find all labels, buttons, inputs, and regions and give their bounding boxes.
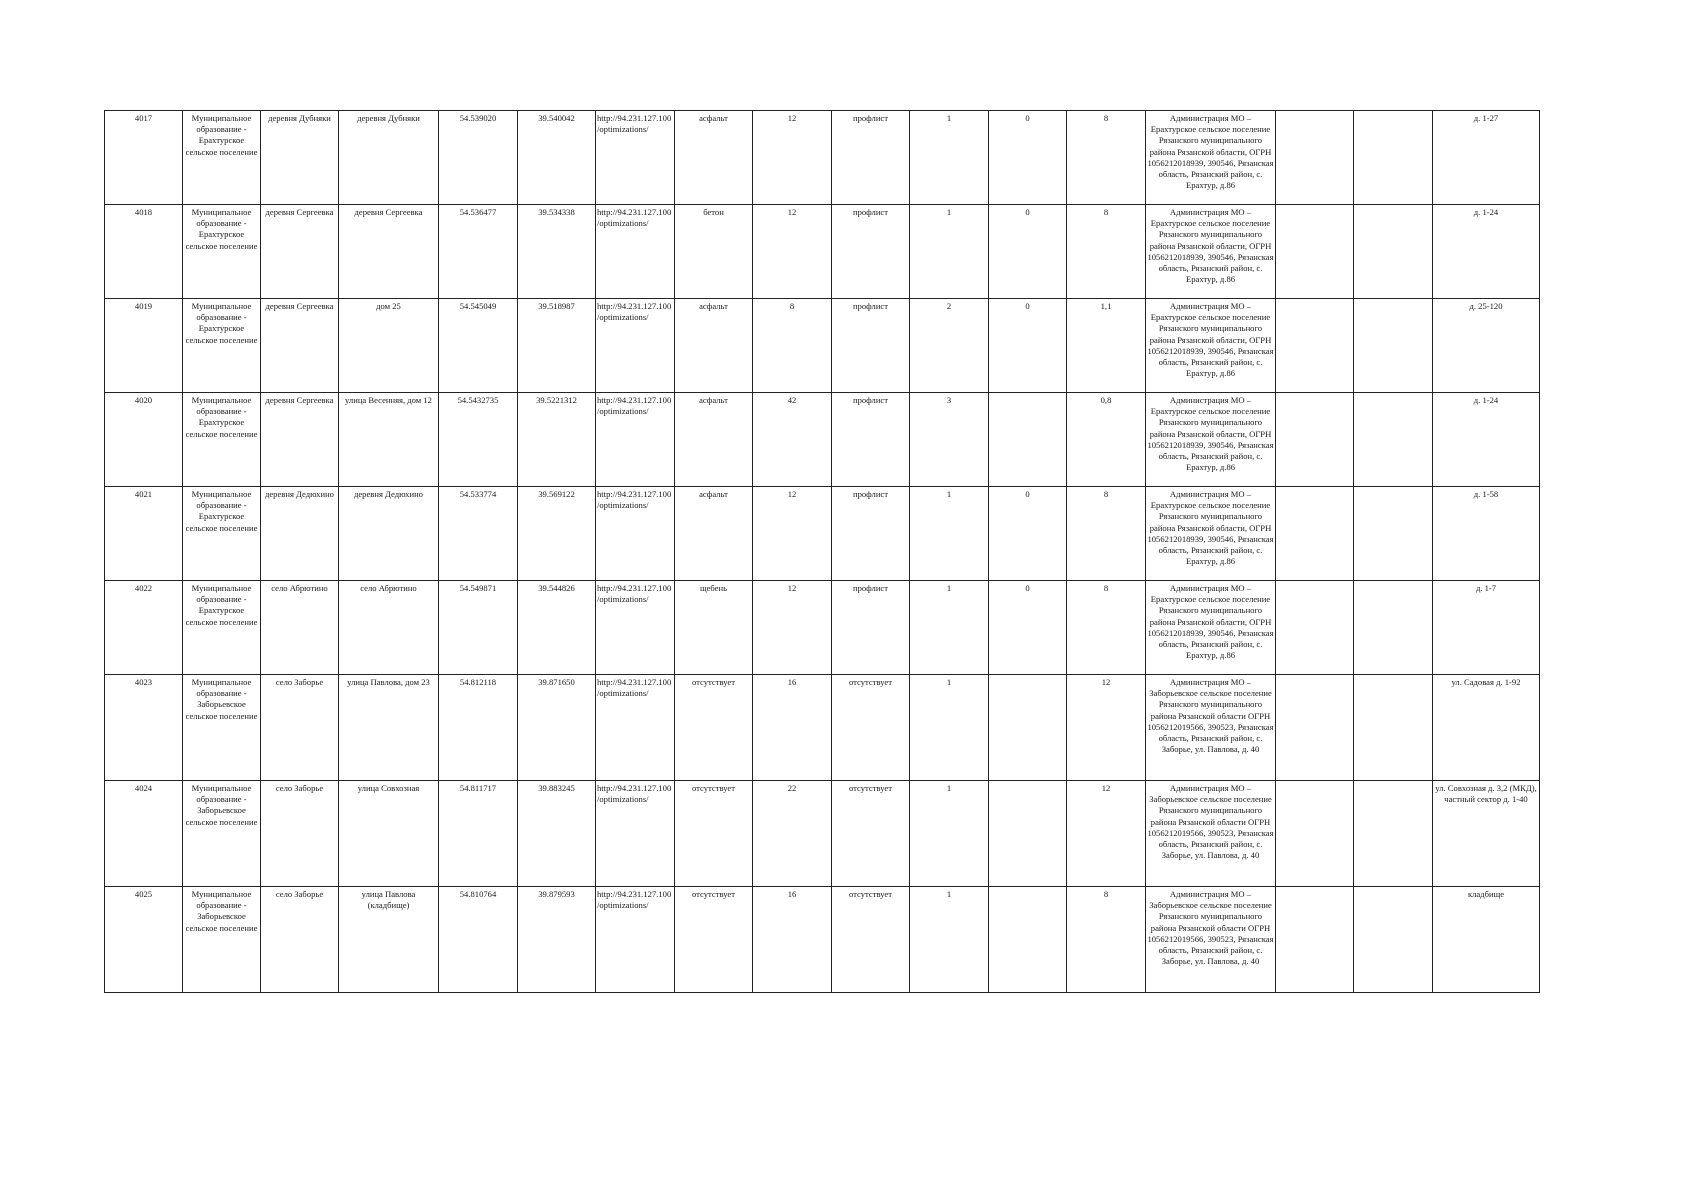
cell-extra-1 <box>1276 887 1354 993</box>
cell-containers-planned: 0 <box>989 111 1067 205</box>
cell-waste-sources: д. 25-120 <box>1433 299 1540 393</box>
cell-extra-2 <box>1354 487 1433 581</box>
cell-area: 12 <box>753 487 832 581</box>
cell-map-link[interactable]: http://94.231.127.100/optimizations/ <box>596 393 675 487</box>
cell-containers: 1 <box>910 581 989 675</box>
cell-owner: Администрация МО – Заборьевское сельское поселение Рязанского муниципального района Рязанской области ОГРН 1056212019566, 390523, Рязанская область, Рязанский район, с. Заборье, ул. Павлова, д. 40 <box>1146 781 1276 887</box>
cell-settlement: деревня Дедюхино <box>261 487 339 581</box>
cell-waste-sources: ул. Садовая д. 1-92 <box>1433 675 1540 781</box>
cell-latitude: 54.811717 <box>439 781 518 887</box>
cell-surface: щебень <box>675 581 753 675</box>
cell-containers: 2 <box>910 299 989 393</box>
cell-longitude: 39.534338 <box>518 205 596 299</box>
cell-municipality: Муниципальное образование - Заборьевское сельское поселение <box>183 887 261 993</box>
cell-municipality: Муниципальное образование - Ерахтурское сельское поселение <box>183 299 261 393</box>
cell-containers: 3 <box>910 393 989 487</box>
cell-longitude: 39.544826 <box>518 581 596 675</box>
cell-surface: бетон <box>675 205 753 299</box>
cell-extra-1 <box>1276 299 1354 393</box>
cell-containers-planned <box>989 675 1067 781</box>
cell-map-link[interactable]: http://94.231.127.100/optimizations/ <box>596 887 675 993</box>
cell-owner: Администрация МО – Заборьевское сельское поселение Рязанского муниципального района Рязанской области ОГРН 1056212019566, 390523, Рязанская область, Рязанский район, с. Заборье, ул. Павлова, д. 40 <box>1146 675 1276 781</box>
cell-volume: 8 <box>1067 581 1146 675</box>
cell-containers-planned: 0 <box>989 205 1067 299</box>
cell-latitude: 54.812118 <box>439 675 518 781</box>
cell-municipality: Муниципальное образование - Ерахтурское сельское поселение <box>183 487 261 581</box>
table-row <box>105 205 1540 299</box>
cell-extra-1 <box>1276 675 1354 781</box>
cell-owner: Администрация МО – Ерахтурское сельское поселение Рязанского муниципального района Рязанской области, ОГРН 1056212018939, 390546, Рязанская область, Рязанский район, с. Ерахтур, д.86 <box>1146 581 1276 675</box>
cell-waste-sources: ул. Совхозная д. 3,2 (МКД), частный сектор д. 1-40 <box>1433 781 1540 887</box>
cell-extra-2 <box>1354 205 1433 299</box>
cell-settlement: село Заборье <box>261 675 339 781</box>
cell-longitude: 39.883245 <box>518 781 596 887</box>
cell-volume: 12 <box>1067 781 1146 887</box>
cell-fence: профлист <box>832 205 910 299</box>
cell-settlement: деревня Сергеевка <box>261 299 339 393</box>
cell-longitude: 39.871650 <box>518 675 596 781</box>
cell-owner: Администрация МО – Заборьевское сельское поселение Рязанского муниципального района Рязанской области ОГРН 1056212019566, 390523, Рязанская область, Рязанский район, с. Заборье, ул. Павлова, д. 40 <box>1146 887 1276 993</box>
cell-address: дом 25 <box>339 299 439 393</box>
cell-containers-planned: 0 <box>989 581 1067 675</box>
cell-waste-sources: д. 1-24 <box>1433 393 1540 487</box>
cell-settlement: село Заборье <box>261 887 339 993</box>
cell-owner: Администрация МО – Ерахтурское сельское поселение Рязанского муниципального района Рязанской области, ОГРН 1056212018939, 390546, Рязанская область, Рязанский район, с. Ерахтур, д.86 <box>1146 111 1276 205</box>
cell-surface: отсутствует <box>675 675 753 781</box>
table-row <box>105 111 1540 205</box>
cell-containers-planned: 0 <box>989 487 1067 581</box>
cell-owner: Администрация МО – Ерахтурское сельское поселение Рязанского муниципального района Рязанской области, ОГРН 1056212018939, 390546, Рязанская область, Рязанский район, с. Ерахтур, д.86 <box>1146 487 1276 581</box>
cell-area: 16 <box>753 887 832 993</box>
cell-map-link[interactable]: http://94.231.127.100/optimizations/ <box>596 111 675 205</box>
cell-settlement: деревня Дубняки <box>261 111 339 205</box>
table-row <box>105 781 1540 887</box>
cell-area: 16 <box>753 675 832 781</box>
cell-extra-2 <box>1354 675 1433 781</box>
table-row <box>105 675 1540 781</box>
cell-municipality: Муниципальное образование - Заборьевское сельское поселение <box>183 781 261 887</box>
cell-fence: профлист <box>832 581 910 675</box>
cell-settlement: деревня Сергеевка <box>261 205 339 299</box>
cell-volume: 8 <box>1067 487 1146 581</box>
cell-longitude: 39.5221312 <box>518 393 596 487</box>
cell-id: 4025 <box>105 887 183 993</box>
cell-extra-1 <box>1276 111 1354 205</box>
cell-map-link[interactable]: http://94.231.127.100/optimizations/ <box>596 487 675 581</box>
cell-surface: асфальт <box>675 487 753 581</box>
cell-longitude: 39.518987 <box>518 299 596 393</box>
cell-containers-planned <box>989 887 1067 993</box>
table-row <box>105 393 1540 487</box>
cell-owner: Администрация МО – Ерахтурское сельское поселение Рязанского муниципального района Рязанской области, ОГРН 1056212018939, 390546, Рязанская область, Рязанский район, с. Ерахтур, д.86 <box>1146 393 1276 487</box>
cell-volume: 1,1 <box>1067 299 1146 393</box>
cell-municipality: Муниципальное образование - Заборьевское сельское поселение <box>183 675 261 781</box>
cell-extra-1 <box>1276 205 1354 299</box>
cell-id: 4021 <box>105 487 183 581</box>
cell-latitude: 54.536477 <box>439 205 518 299</box>
cell-latitude: 54.533774 <box>439 487 518 581</box>
cell-waste-sources: кладбище <box>1433 887 1540 993</box>
cell-containers-planned <box>989 781 1067 887</box>
cell-settlement: село Заборье <box>261 781 339 887</box>
cell-fence: профлист <box>832 299 910 393</box>
cell-containers: 1 <box>910 111 989 205</box>
cell-id: 4022 <box>105 581 183 675</box>
cell-address: улица Совхозная <box>339 781 439 887</box>
cell-area: 12 <box>753 205 832 299</box>
cell-settlement: деревня Сергеевка <box>261 393 339 487</box>
cell-area: 12 <box>753 581 832 675</box>
cell-extra-1 <box>1276 581 1354 675</box>
cell-extra-2 <box>1354 299 1433 393</box>
cell-fence: отсутствует <box>832 887 910 993</box>
cell-extra-1 <box>1276 781 1354 887</box>
cell-containers: 1 <box>910 205 989 299</box>
cell-fence: профлист <box>832 393 910 487</box>
cell-waste-sources: д. 1-24 <box>1433 205 1540 299</box>
cell-surface: отсутствует <box>675 887 753 993</box>
cell-id: 4023 <box>105 675 183 781</box>
cell-containers: 1 <box>910 887 989 993</box>
cell-owner: Администрация МО – Ерахтурское сельское поселение Рязанского муниципального района Рязанской области, ОГРН 1056212018939, 390546, Рязанская область, Рязанский район, с. Ерахтур, д.86 <box>1146 299 1276 393</box>
cell-volume: 12 <box>1067 675 1146 781</box>
cell-volume: 8 <box>1067 887 1146 993</box>
cell-map-link[interactable]: http://94.231.127.100/optimizations/ <box>596 581 675 675</box>
cell-extra-1 <box>1276 487 1354 581</box>
cell-surface: асфальт <box>675 393 753 487</box>
cell-address: улица Павлова (кладбище) <box>339 887 439 993</box>
cell-id: 4017 <box>105 111 183 205</box>
cell-extra-2 <box>1354 111 1433 205</box>
cell-containers: 1 <box>910 675 989 781</box>
cell-waste-sources: д. 1-7 <box>1433 581 1540 675</box>
cell-id: 4020 <box>105 393 183 487</box>
cell-longitude: 39.569122 <box>518 487 596 581</box>
cell-longitude: 39.540042 <box>518 111 596 205</box>
cell-address: деревня Дедюхино <box>339 487 439 581</box>
cell-extra-2 <box>1354 581 1433 675</box>
cell-settlement: село Абрютино <box>261 581 339 675</box>
table-row <box>105 299 1540 393</box>
cell-map-link[interactable]: http://94.231.127.100/optimizations/ <box>596 675 675 781</box>
cell-waste-sources: д. 1-27 <box>1433 111 1540 205</box>
cell-extra-2 <box>1354 781 1433 887</box>
cell-map-link[interactable]: http://94.231.127.100/optimizations/ <box>596 205 675 299</box>
cell-municipality: Муниципальное образование - Ерахтурское сельское поселение <box>183 393 261 487</box>
cell-extra-2 <box>1354 393 1433 487</box>
cell-id: 4018 <box>105 205 183 299</box>
cell-owner: Администрация МО – Ерахтурское сельское поселение Рязанского муниципального района Рязанской области, ОГРН 1056212018939, 390546, Рязанская область, Рязанский район, с. Ерахтур, д.86 <box>1146 205 1276 299</box>
cell-latitude: 54.539020 <box>439 111 518 205</box>
table-row <box>105 487 1540 581</box>
cell-municipality: Муниципальное образование - Ерахтурское сельское поселение <box>183 205 261 299</box>
cell-area: 12 <box>753 111 832 205</box>
cell-address: деревня Дубняки <box>339 111 439 205</box>
cell-fence: профлист <box>832 111 910 205</box>
cell-containers-planned <box>989 393 1067 487</box>
cell-address: село Абрютино <box>339 581 439 675</box>
cell-latitude: 54.5432735 <box>439 393 518 487</box>
cell-fence: отсутствует <box>832 675 910 781</box>
table-row <box>105 581 1540 675</box>
cell-surface: отсутствует <box>675 781 753 887</box>
cell-municipality: Муниципальное образование - Ерахтурское сельское поселение <box>183 581 261 675</box>
cell-fence: профлист <box>832 487 910 581</box>
cell-area: 42 <box>753 393 832 487</box>
cell-surface: асфальт <box>675 111 753 205</box>
table-row <box>105 887 1540 993</box>
cell-id: 4024 <box>105 781 183 887</box>
cell-address: деревня Сергеевка <box>339 205 439 299</box>
cell-containers-planned: 0 <box>989 299 1067 393</box>
cell-surface: асфальт <box>675 299 753 393</box>
cell-extra-1 <box>1276 393 1354 487</box>
cell-latitude: 54.549871 <box>439 581 518 675</box>
cell-volume: 0,8 <box>1067 393 1146 487</box>
cell-containers: 1 <box>910 487 989 581</box>
cell-address: улица Весенняя, дом 12 <box>339 393 439 487</box>
cell-waste-sources: д. 1-58 <box>1433 487 1540 581</box>
cell-extra-2 <box>1354 887 1433 993</box>
cell-municipality: Муниципальное образование - Ерахтурское сельское поселение <box>183 111 261 205</box>
cell-volume: 8 <box>1067 205 1146 299</box>
cell-fence: отсутствует <box>832 781 910 887</box>
cell-map-link[interactable]: http://94.231.127.100/optimizations/ <box>596 299 675 393</box>
cell-latitude: 54.545049 <box>439 299 518 393</box>
cell-area: 8 <box>753 299 832 393</box>
cell-map-link[interactable]: http://94.231.127.100/optimizations/ <box>596 781 675 887</box>
cell-address: улица Павлова, дом 23 <box>339 675 439 781</box>
cell-id: 4019 <box>105 299 183 393</box>
cell-containers: 1 <box>910 781 989 887</box>
cell-longitude: 39.879593 <box>518 887 596 993</box>
cell-volume: 8 <box>1067 111 1146 205</box>
registry-table <box>104 110 1540 993</box>
cell-area: 22 <box>753 781 832 887</box>
cell-latitude: 54.810764 <box>439 887 518 993</box>
